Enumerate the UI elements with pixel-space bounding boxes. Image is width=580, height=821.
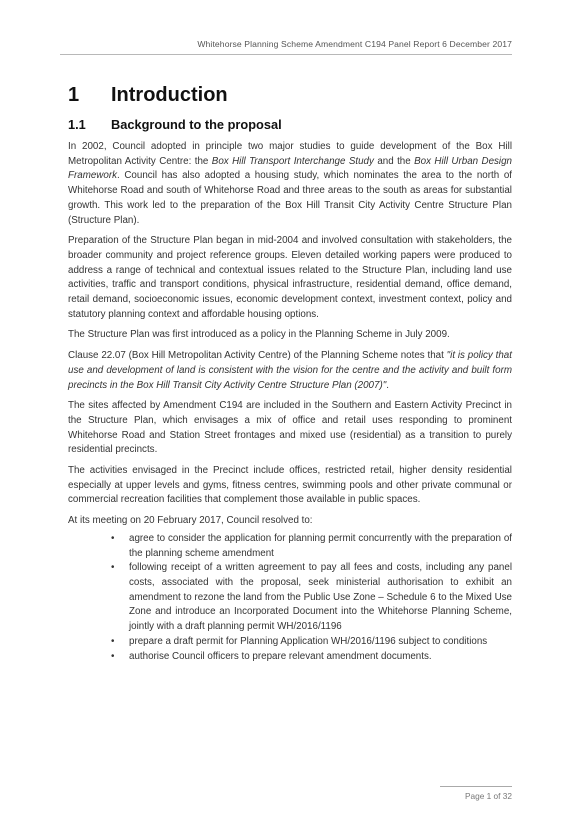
paragraph-text: Clause 22.07 (Box Hill Metropolitan Activity Centre) of the Planning Scheme notes that (68, 350, 447, 362)
list-item (111, 650, 512, 665)
paragraph-clause (68, 349, 512, 393)
bullet-icon: • (111, 562, 115, 574)
section-heading (68, 80, 512, 110)
list-item (111, 532, 512, 561)
paragraph-activities: The activities envisaged in the Precinct include offices, restricted retail, higher density residential especially at upper levels and gyms, fitness centres, swimming pools and other private communal or commercial recreation facilities that complement those available in public spaces. (68, 465, 512, 506)
paragraph-meeting: At its meeting on 20 February 2017, Council resolved to: (68, 515, 313, 527)
footer-divider (440, 786, 512, 787)
paragraph-background (68, 140, 512, 228)
bullet-icon: • (111, 532, 115, 544)
list-item-text: prepare a draft permit for Planning Application WH/2016/1196 subject to conditions (129, 635, 488, 647)
subsection-title: Background to the proposal (111, 117, 282, 132)
list-item-text: following receipt of a written agreement to pay all fees and costs, including any panel costs, associated with the proposal, seek ministerial authorisation to exhibit an amendment to rezone the land from the Public Use Zone – Schedule 6 to the Mixed Use Zone and introduce an Incorporated Document into the Whitehorse Planning Scheme, jointly with a draft planning permit WH/2016/1196 (129, 562, 512, 633)
subsection-number: 1.1 (68, 117, 86, 132)
paragraph-policy-intro: The Structure Plan was first introduced as a policy in the Planning Scheme in July 2009. (68, 329, 450, 341)
list-item (111, 561, 512, 635)
paragraph-text: and the (373, 155, 415, 167)
study-title-transport: Box Hill Transport Interchange Study (211, 155, 374, 167)
list-item-text: agree to consider the application for planning permit concurrently with the preparation of the planning scheme amendment (129, 532, 512, 559)
list-item-text: authorise Council officers to prepare relevant amendment documents. (129, 650, 432, 662)
resolution-list (68, 532, 512, 664)
section-title: Introduction (111, 84, 228, 106)
clause-quote: "it is policy that use and development of land is consistent with the vision for the centre and the activity and built form precincts in the Box Hill Transit City Activity Centre Structure Plan (2007)" (68, 350, 512, 391)
paragraph-text: . Council has also adopted a housing study, which nominates the area to the north of Whitehorse Road and south of Whitehorse Road and three areas to the south as areas for substantial growth. This work led to the preparation of the Box Hill Transit City Activity Centre Structure Plan (Structure Plan). (68, 170, 512, 226)
page-number: Page 1 of 32 (464, 791, 512, 801)
paragraph-sites: The sites affected by Amendment C194 are included in the Southern and Eastern Activity Precinct in the Structure Plan, which envisages a mix of office and retail uses responding to prominent Whitehorse Road and Station Street frontages and mixed use (residential) as a transition to purely residential precincts. (68, 400, 512, 456)
subsection-heading (68, 116, 512, 134)
paragraph-text: . (386, 379, 389, 391)
paragraph-text: In 2002, Council adopted in principle two major studies to guide development of the Box Hill Metropolitan Activity Centre: the (68, 141, 512, 167)
paragraph-preparation: Preparation of the Structure Plan began in mid-2004 and involved consultation with stakeholders, the broader community and project reference groups. Eleven detailed working papers were produced to address a range of technical and contextual issues related to the Structure Plan, including land use activities, traffic and transport conditions, physical infrastructure, residential demand, office demand, retail demand, socioeconomic issues, economic development context, investment context, policy and statutory planning context and affordable housing options. (68, 235, 512, 320)
running-header (60, 38, 512, 55)
section-number: 1 (68, 84, 80, 106)
header-text: Whitehorse Planning Scheme Amendment C194 Panel Report 6 December 2017 (197, 39, 512, 49)
study-title-urban-design: Box Hill Urban Design Framework (68, 155, 512, 182)
page-body (68, 80, 512, 664)
list-item (111, 635, 512, 650)
bullet-icon: • (111, 650, 115, 662)
bullet-icon: • (111, 635, 115, 647)
